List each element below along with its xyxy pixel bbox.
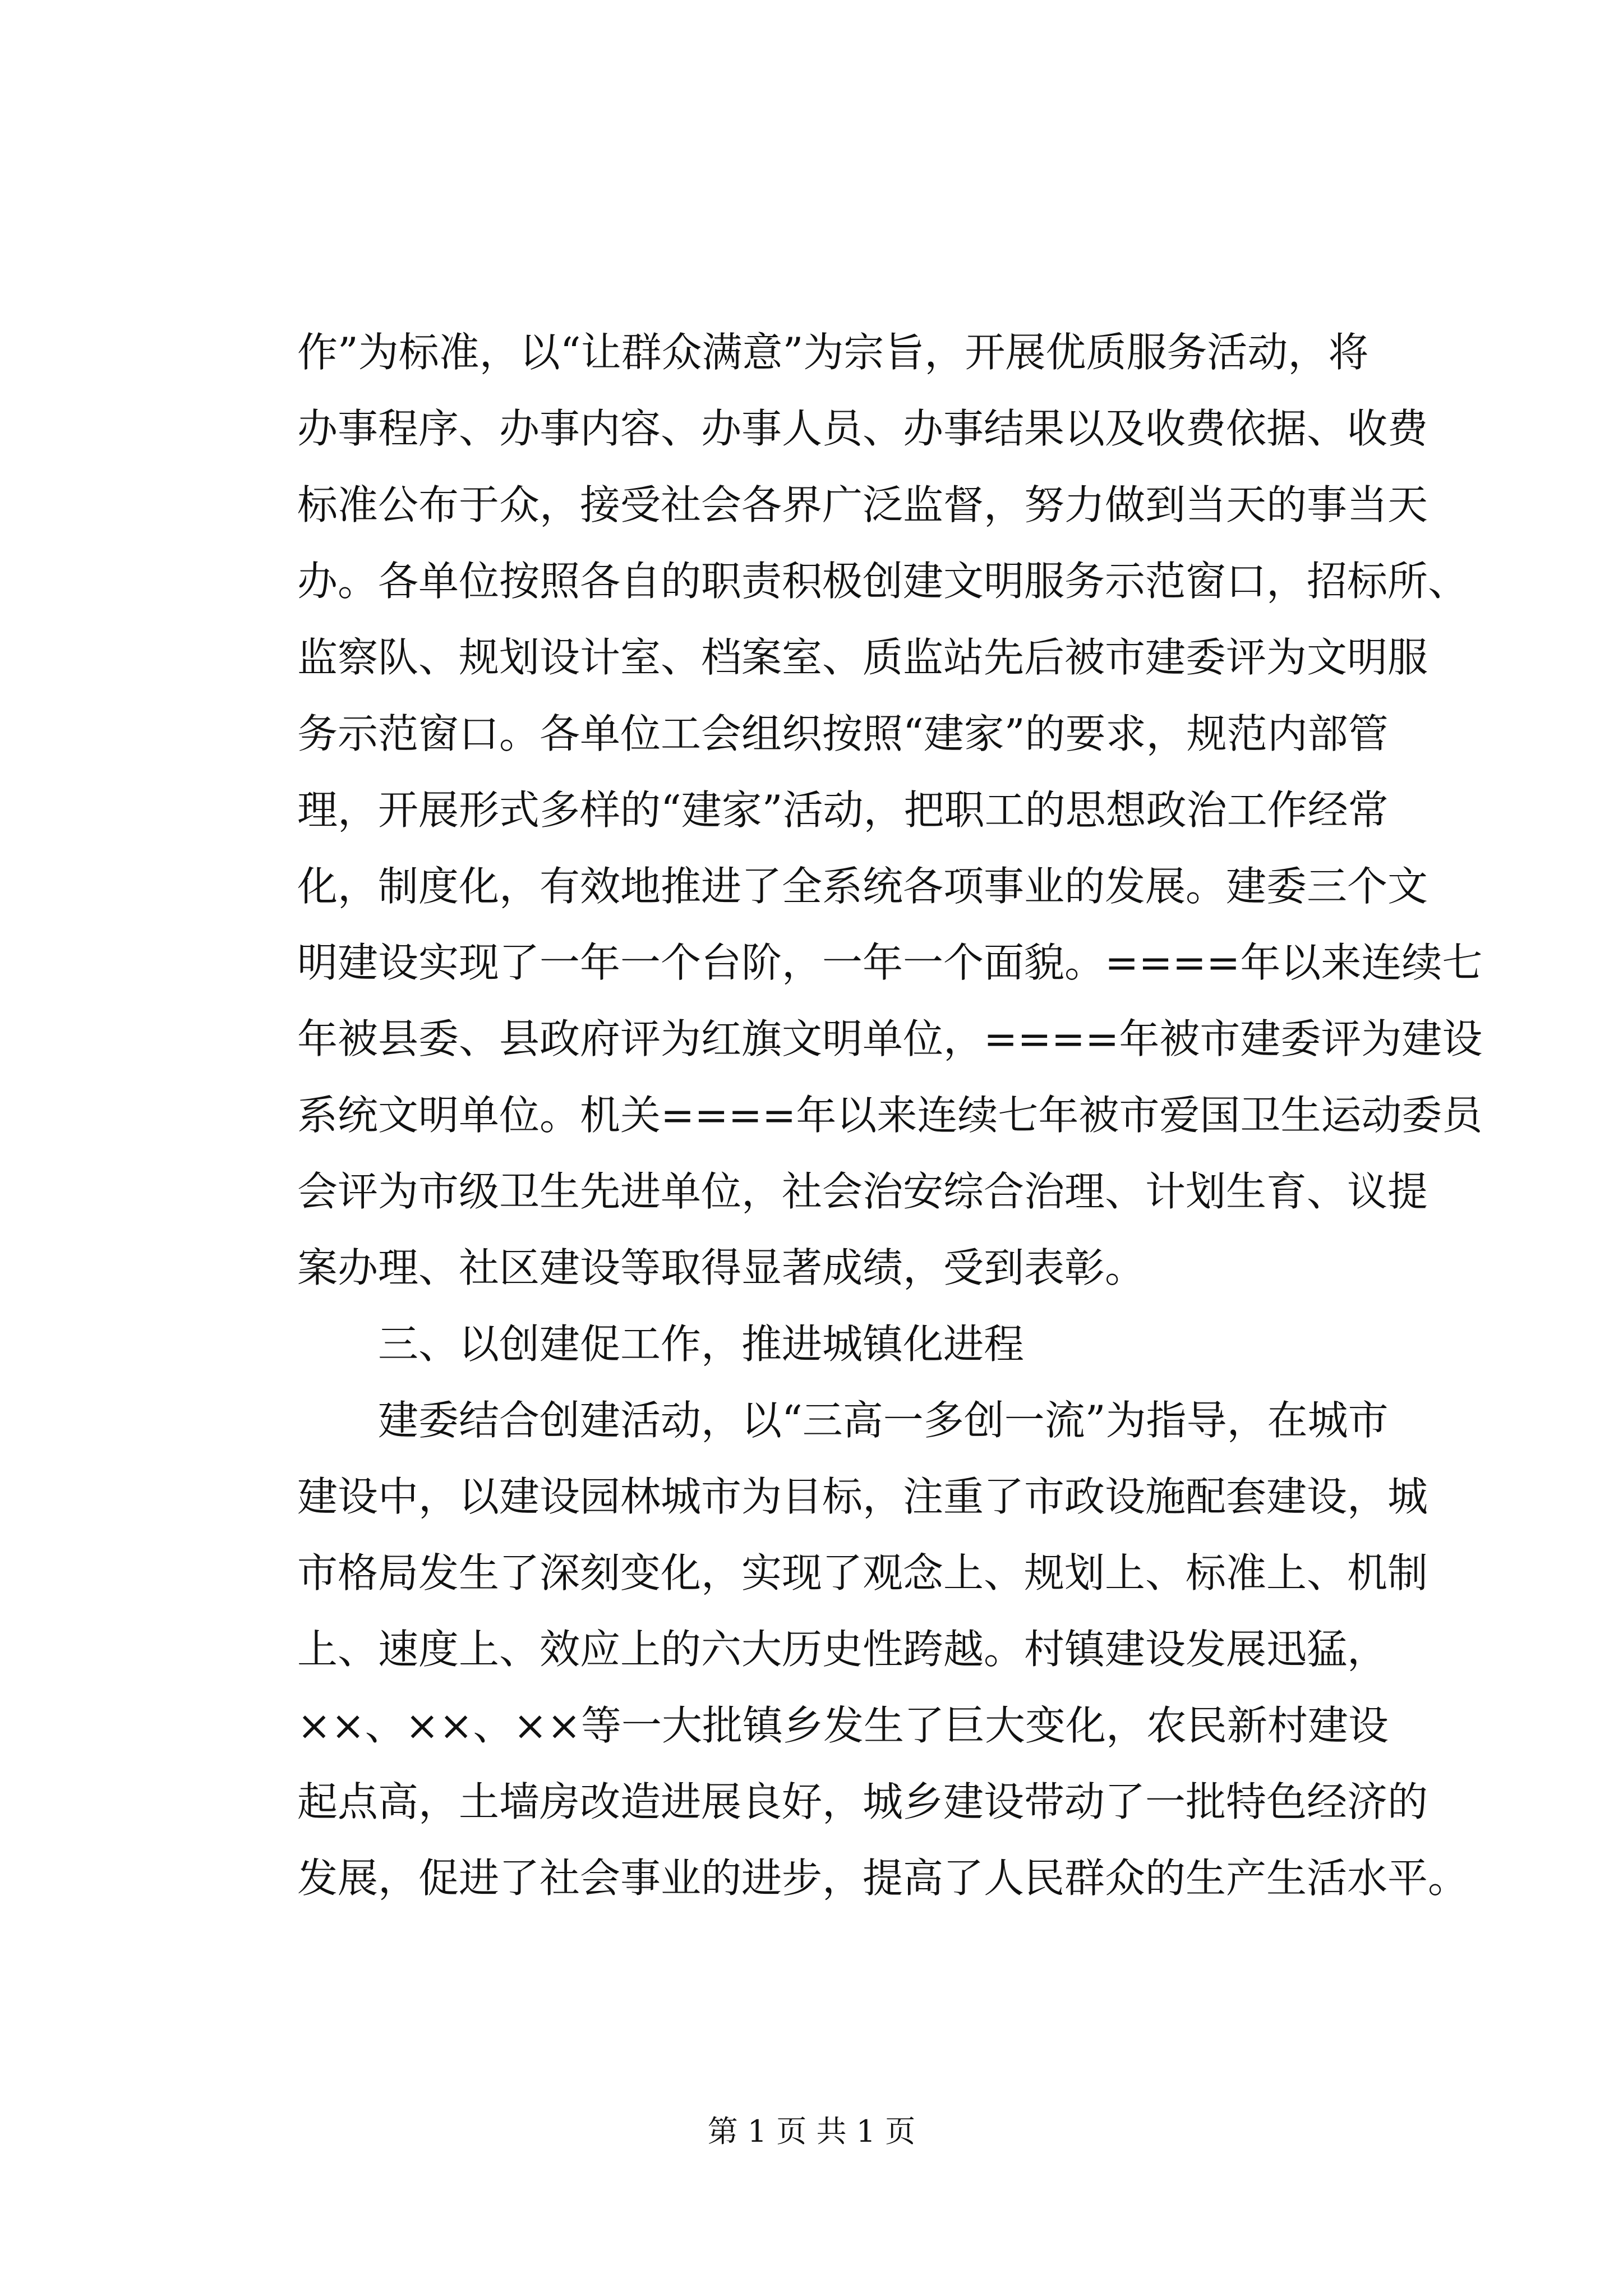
text-line: 案办理、社区建设等取得显著成绩，受到表彰。 bbox=[297, 1244, 1146, 1291]
text-line: 建设中，以建设园林城市为目标，注重了市政设施配套建设，城 bbox=[297, 1473, 1428, 1520]
page-footer bbox=[0, 2109, 1623, 2154]
text-line: 明建设实现了一年一个台阶，一年一个面貌。====年以来连续七 bbox=[297, 939, 1483, 986]
text-line: ××、××、××等一大批镇乡发生了巨大变化，农民新村建设 bbox=[297, 1702, 1389, 1749]
text-line: 办事程序、办事内容、办事人员、办事结果以及收费依据、收费 bbox=[297, 405, 1428, 452]
text-line: 上、速度上、效应上的六大历史性跨越。村镇建设发展迅猛， bbox=[297, 1626, 1388, 1673]
body-text bbox=[297, 314, 1483, 1916]
text-line: 化，制度化，有效地推进了全系统各项事业的发展。建委三个文 bbox=[297, 863, 1428, 910]
text-line: 起点高，土墙房改造进展良好，城乡建设带动了一批特色经济的 bbox=[297, 1778, 1428, 1825]
text-line: 系统文明单位。机关====年以来连续七年被市爱国卫生运动委员 bbox=[297, 1092, 1483, 1139]
text-line: 理，开展形式多样的“建家”活动，把职工的思想政治工作经常 bbox=[297, 786, 1389, 834]
section-heading: 三、以创建促工作，推进城镇化进程 bbox=[378, 1320, 1025, 1368]
text-line: 会评为市级卫生先进单位，社会治安综合治理、计划生育、议提 bbox=[297, 1168, 1428, 1215]
text-line: 建委结合创建活动，以“三高一多创一流”为指导，在城市 bbox=[378, 1397, 1389, 1444]
page-number-label: 第 1 页 共 1 页 bbox=[707, 2114, 916, 2149]
text-line: 办。各单位按照各自的职责积极创建文明服务示范窗口，招标所、 bbox=[297, 558, 1469, 605]
text-line: 标准公布于众，接受社会各界广泛监督，努力做到当天的事当天 bbox=[297, 481, 1428, 528]
text-line: 年被县委、县政府评为红旗文明单位，====年被市建委评为建设 bbox=[297, 1015, 1483, 1062]
text-line: 市格局发生了深刻变化，实现了观念上、规划上、标准上、机制 bbox=[297, 1549, 1428, 1596]
text-line: 作”为标准，以“让群众满意”为宗旨，开展优质服务活动，将 bbox=[297, 329, 1369, 376]
text-line: 发展，促进了社会事业的进步，提高了人民群众的生产生活水平。 bbox=[297, 1855, 1469, 1902]
text-line: 务示范窗口。各单位工会组织按照“建家”的要求，规范内部管 bbox=[297, 710, 1389, 757]
text-line: 监察队、规划设计室、档案室、质监站先后被市建委评为文明服 bbox=[297, 634, 1428, 681]
